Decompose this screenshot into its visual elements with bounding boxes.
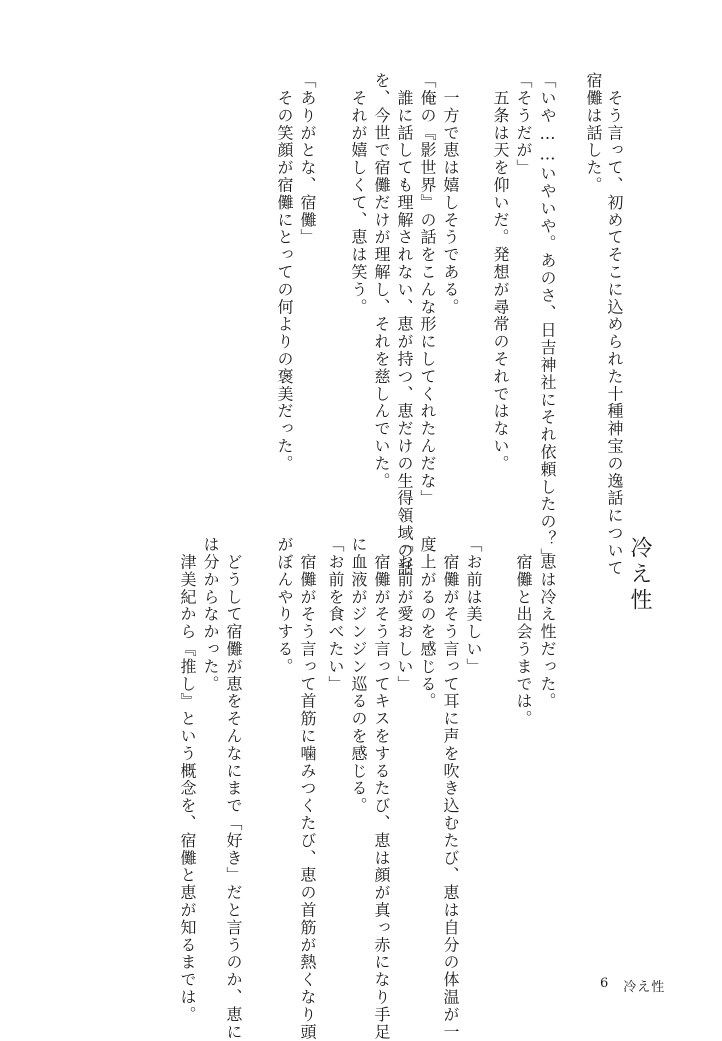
section-heading: 冷え性	[627, 536, 652, 614]
text-line: 「俺の『影世界』の話をこんな形にしてくれたんだな」	[418, 72, 437, 507]
text-line: それが嬉しくて、恵は笑う。	[349, 72, 368, 316]
text-line: がぼんやりする。	[275, 536, 294, 676]
text-line: は分からなかった。	[201, 536, 220, 693]
text-line: その笑顔が宿儺にとっての何よりの褒美だった。	[275, 72, 294, 473]
text-line: 一方で恵は嬉しそうである。	[441, 72, 460, 316]
text-line: 宿儺がそう言ってキスをするたび、恵は顔が真っ赤になり手足	[372, 536, 391, 1041]
text-line: そう言って、初めてそこに込められた十種神宝の逸話について	[605, 72, 624, 577]
text-line: 「お前が愛おしい」	[395, 536, 414, 693]
text-line: 五条は天を仰いだ。発想が尋常のそれではない。	[491, 72, 510, 473]
page-footer	[600, 976, 665, 995]
text-line: 誰に話しても理解されない、恵が持つ、恵だけの生得領域の話	[395, 72, 414, 577]
text-line: どうして宿儺が恵をそんなにまで「好き」だと言うのか、恵に	[224, 536, 243, 1041]
page-number: 6	[600, 976, 610, 991]
running-title: 冷え性	[623, 980, 666, 995]
text-line: 宿儺がそう言って首筋に噛みつくたび、恵の首筋が熱くなり頭	[298, 536, 317, 1041]
text-line: 宿儺は話した。	[584, 72, 603, 194]
text-line: 「そうだが」	[514, 72, 533, 177]
text-line: 宿儺と出会うまでは。	[514, 536, 533, 728]
text-line: 「お前は美しい」	[464, 536, 483, 676]
text-line: 津美紀から『推し』という概念を、宿儺と恵が知るまでは。	[178, 536, 197, 1024]
text-line: を、今世で宿儺だけが理解し、それを慈しんでいた。	[372, 72, 391, 490]
text-line: 宿儺がそう言って耳に声を吹き込むたび、恵は自分の体温が一	[441, 536, 460, 1041]
text-line: 「お前を食べたい」	[326, 536, 345, 693]
text-line: に血液がジンジン巡るのを感じる。	[349, 536, 368, 815]
text-line: 「ありがとな、宿儺」	[298, 72, 317, 246]
text-line: 恵は冷え性だった。	[538, 536, 557, 710]
text-line: 「いや……いやいや。あのさ、日吉神社にそれ依頼したの？」	[538, 72, 557, 566]
text-line: 度上がるのを感じる。	[418, 536, 437, 710]
